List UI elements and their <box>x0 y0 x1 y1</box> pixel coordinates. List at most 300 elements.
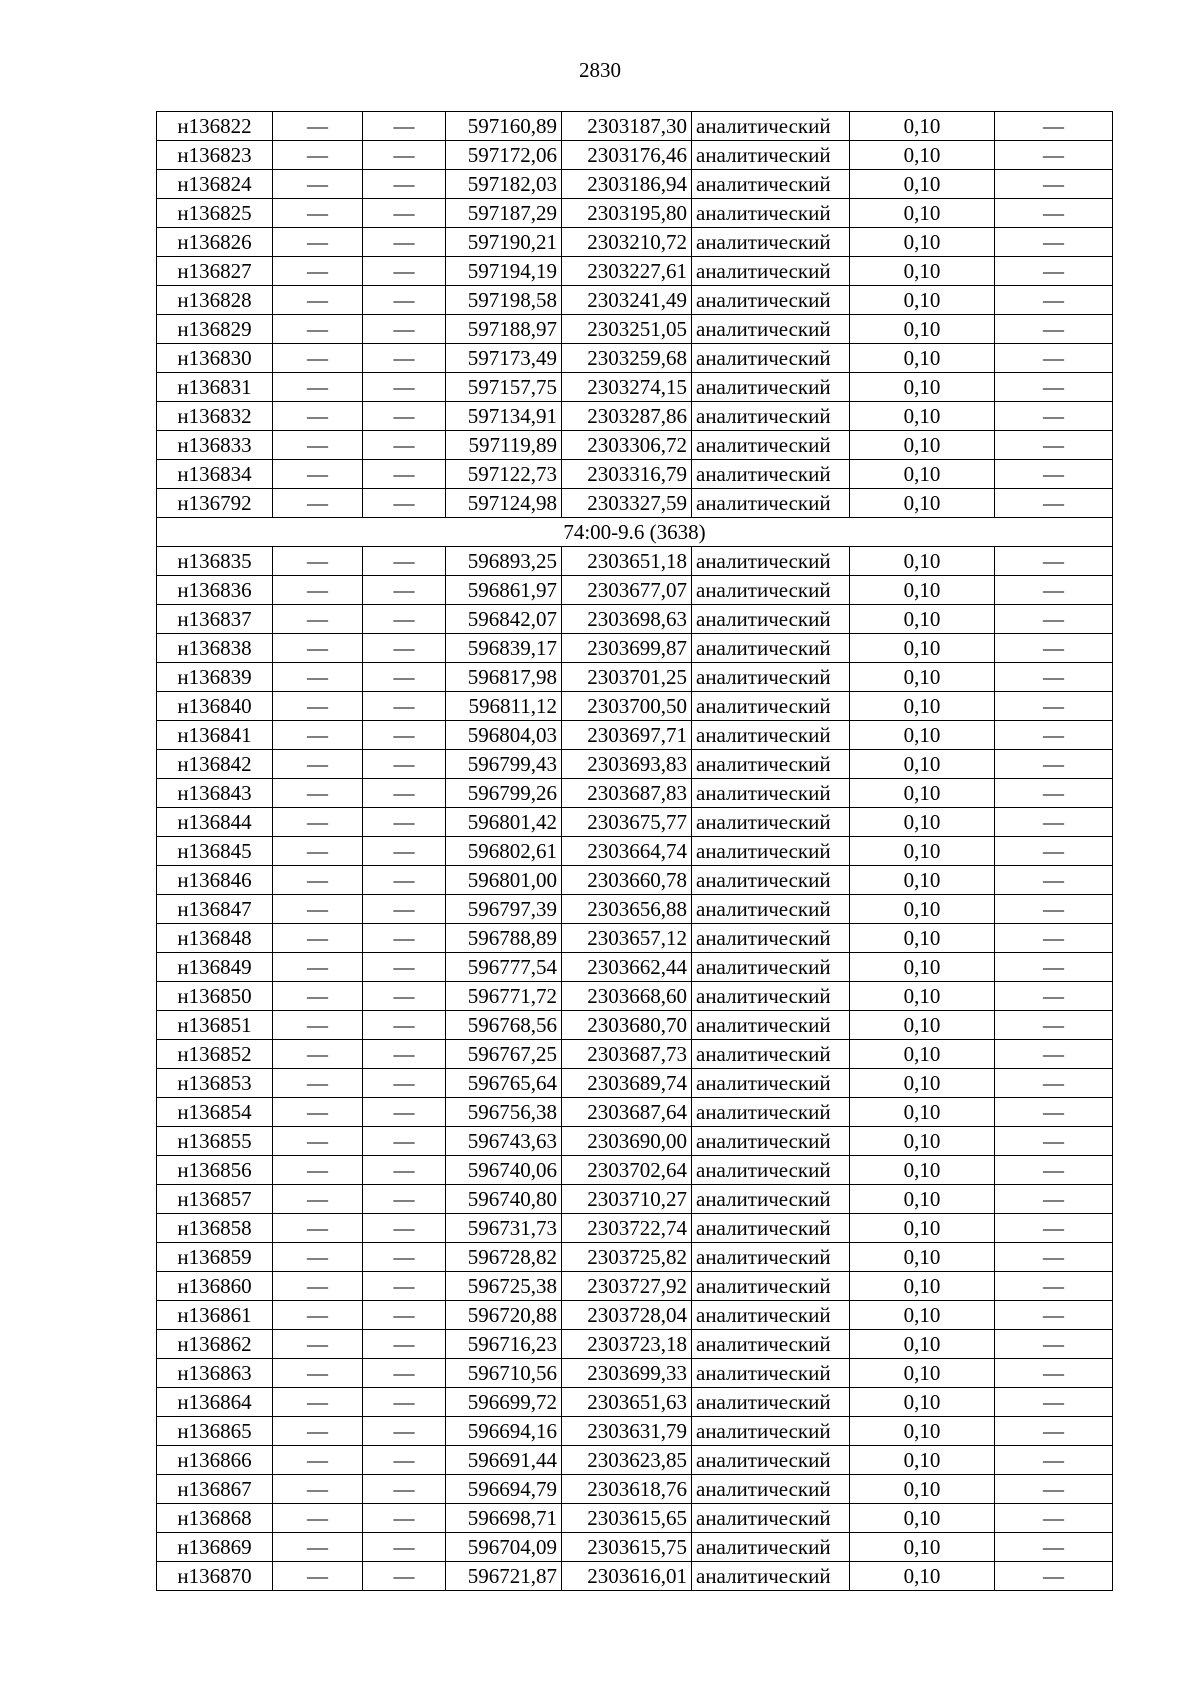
accuracy-cell: 0,10 <box>850 547 995 576</box>
table-row <box>157 489 1113 518</box>
empty-value-cell: — <box>995 1011 1113 1040</box>
table-row <box>157 1214 1113 1243</box>
accuracy-cell: 0,10 <box>850 1504 995 1533</box>
empty-value-cell: — <box>273 1127 363 1156</box>
empty-value-cell: — <box>995 576 1113 605</box>
empty-value-cell: — <box>273 1504 363 1533</box>
empty-value-cell: — <box>995 1301 1113 1330</box>
method-cell: аналитический <box>692 141 850 170</box>
point-name-cell: н136841 <box>157 721 273 750</box>
empty-value-cell: — <box>273 547 363 576</box>
empty-value-cell: — <box>363 1446 446 1475</box>
y-coordinate-cell: 2303675,77 <box>562 808 692 837</box>
x-coordinate-cell: 596716,23 <box>446 1330 562 1359</box>
y-coordinate-cell: 2303660,78 <box>562 866 692 895</box>
table-row <box>157 1359 1113 1388</box>
table-row <box>157 373 1113 402</box>
empty-value-cell: — <box>273 112 363 141</box>
method-cell: аналитический <box>692 1562 850 1591</box>
method-cell: аналитический <box>692 373 850 402</box>
empty-value-cell: — <box>273 663 363 692</box>
accuracy-cell: 0,10 <box>850 112 995 141</box>
empty-value-cell: — <box>363 605 446 634</box>
empty-value-cell: — <box>995 460 1113 489</box>
accuracy-cell: 0,10 <box>850 982 995 1011</box>
x-coordinate-cell: 596765,64 <box>446 1069 562 1098</box>
y-coordinate-cell: 2303693,83 <box>562 750 692 779</box>
y-coordinate-cell: 2303651,18 <box>562 547 692 576</box>
accuracy-cell: 0,10 <box>850 750 995 779</box>
accuracy-cell: 0,10 <box>850 141 995 170</box>
empty-value-cell: — <box>995 112 1113 141</box>
empty-value-cell: — <box>273 1301 363 1330</box>
method-cell: аналитический <box>692 1098 850 1127</box>
empty-value-cell: — <box>995 721 1113 750</box>
x-coordinate-cell: 596799,26 <box>446 779 562 808</box>
method-cell: аналитический <box>692 315 850 344</box>
empty-value-cell: — <box>363 1040 446 1069</box>
empty-value-cell: — <box>995 1127 1113 1156</box>
empty-value-cell: — <box>363 1185 446 1214</box>
accuracy-cell: 0,10 <box>850 808 995 837</box>
table-row <box>157 286 1113 315</box>
x-coordinate-cell: 597122,73 <box>446 460 562 489</box>
method-cell: аналитический <box>692 779 850 808</box>
y-coordinate-cell: 2303251,05 <box>562 315 692 344</box>
table-row <box>157 982 1113 1011</box>
x-coordinate-cell: 596771,72 <box>446 982 562 1011</box>
empty-value-cell: — <box>363 373 446 402</box>
accuracy-cell: 0,10 <box>850 1243 995 1272</box>
point-name-cell: н136856 <box>157 1156 273 1185</box>
accuracy-cell: 0,10 <box>850 431 995 460</box>
empty-value-cell: — <box>273 431 363 460</box>
empty-value-cell: — <box>995 431 1113 460</box>
x-coordinate-cell: 596728,82 <box>446 1243 562 1272</box>
y-coordinate-cell: 2303227,61 <box>562 257 692 286</box>
accuracy-cell: 0,10 <box>850 1330 995 1359</box>
empty-value-cell: — <box>273 692 363 721</box>
method-cell: аналитический <box>692 1185 850 1214</box>
empty-value-cell: — <box>995 1417 1113 1446</box>
y-coordinate-cell: 2303710,27 <box>562 1185 692 1214</box>
empty-value-cell: — <box>363 750 446 779</box>
empty-value-cell: — <box>273 1040 363 1069</box>
table-row <box>157 895 1113 924</box>
accuracy-cell: 0,10 <box>850 1011 995 1040</box>
empty-value-cell: — <box>273 402 363 431</box>
accuracy-cell: 0,10 <box>850 1214 995 1243</box>
accuracy-cell: 0,10 <box>850 1069 995 1098</box>
table-row <box>157 1562 1113 1591</box>
x-coordinate-cell: 596694,79 <box>446 1475 562 1504</box>
empty-value-cell: — <box>273 1098 363 1127</box>
accuracy-cell: 0,10 <box>850 373 995 402</box>
empty-value-cell: — <box>273 1011 363 1040</box>
y-coordinate-cell: 2303176,46 <box>562 141 692 170</box>
method-cell: аналитический <box>692 199 850 228</box>
y-coordinate-cell: 2303664,74 <box>562 837 692 866</box>
method-cell: аналитический <box>692 605 850 634</box>
method-cell: аналитический <box>692 402 850 431</box>
method-cell: аналитический <box>692 982 850 1011</box>
point-name-cell: н136848 <box>157 924 273 953</box>
empty-value-cell: — <box>273 721 363 750</box>
method-cell: аналитический <box>692 1127 850 1156</box>
point-name-cell: н136851 <box>157 1011 273 1040</box>
y-coordinate-cell: 2303687,64 <box>562 1098 692 1127</box>
table-row <box>157 257 1113 286</box>
empty-value-cell: — <box>363 779 446 808</box>
x-coordinate-cell: 596731,73 <box>446 1214 562 1243</box>
empty-value-cell: — <box>995 808 1113 837</box>
point-name-cell: н136857 <box>157 1185 273 1214</box>
x-coordinate-cell: 596740,06 <box>446 1156 562 1185</box>
x-coordinate-cell: 596691,44 <box>446 1446 562 1475</box>
accuracy-cell: 0,10 <box>850 1533 995 1562</box>
x-coordinate-cell: 597198,58 <box>446 286 562 315</box>
point-name-cell: н136792 <box>157 489 273 518</box>
empty-value-cell: — <box>363 170 446 199</box>
method-cell: аналитический <box>692 112 850 141</box>
point-name-cell: н136858 <box>157 1214 273 1243</box>
point-name-cell: н136822 <box>157 112 273 141</box>
method-cell: аналитический <box>692 1243 850 1272</box>
accuracy-cell: 0,10 <box>850 837 995 866</box>
empty-value-cell: — <box>995 1069 1113 1098</box>
method-cell: аналитический <box>692 228 850 257</box>
accuracy-cell: 0,10 <box>850 605 995 634</box>
point-name-cell: н136854 <box>157 1098 273 1127</box>
accuracy-cell: 0,10 <box>850 286 995 315</box>
table-row <box>157 576 1113 605</box>
table-row <box>157 750 1113 779</box>
section-header-row <box>157 518 1113 547</box>
x-coordinate-cell: 597182,03 <box>446 170 562 199</box>
empty-value-cell: — <box>363 431 446 460</box>
method-cell: аналитический <box>692 286 850 315</box>
empty-value-cell: — <box>363 1301 446 1330</box>
empty-value-cell: — <box>995 1359 1113 1388</box>
empty-value-cell: — <box>995 1098 1113 1127</box>
accuracy-cell: 0,10 <box>850 1040 995 1069</box>
empty-value-cell: — <box>273 634 363 663</box>
empty-value-cell: — <box>273 1417 363 1446</box>
empty-value-cell: — <box>273 170 363 199</box>
point-name-cell: н136853 <box>157 1069 273 1098</box>
point-name-cell: н136864 <box>157 1388 273 1417</box>
empty-value-cell: — <box>995 866 1113 895</box>
empty-value-cell: — <box>995 1504 1113 1533</box>
y-coordinate-cell: 2303668,60 <box>562 982 692 1011</box>
table-row <box>157 1011 1113 1040</box>
empty-value-cell: — <box>995 634 1113 663</box>
empty-value-cell: — <box>363 547 446 576</box>
table-row <box>157 634 1113 663</box>
x-coordinate-cell: 597119,89 <box>446 431 562 460</box>
x-coordinate-cell: 596893,25 <box>446 547 562 576</box>
empty-value-cell: — <box>273 1185 363 1214</box>
empty-value-cell: — <box>273 576 363 605</box>
method-cell: аналитический <box>692 344 850 373</box>
point-name-cell: н136845 <box>157 837 273 866</box>
table-row <box>157 344 1113 373</box>
empty-value-cell: — <box>363 315 446 344</box>
empty-value-cell: — <box>995 750 1113 779</box>
empty-value-cell: — <box>995 1214 1113 1243</box>
point-name-cell: н136834 <box>157 460 273 489</box>
point-name-cell: н136855 <box>157 1127 273 1156</box>
y-coordinate-cell: 2303306,72 <box>562 431 692 460</box>
accuracy-cell: 0,10 <box>850 924 995 953</box>
table-row <box>157 1185 1113 1214</box>
y-coordinate-cell: 2303723,18 <box>562 1330 692 1359</box>
empty-value-cell: — <box>995 257 1113 286</box>
empty-value-cell: — <box>273 373 363 402</box>
method-cell: аналитический <box>692 170 850 199</box>
table-row <box>157 228 1113 257</box>
point-name-cell: н136863 <box>157 1359 273 1388</box>
x-coordinate-cell: 597160,89 <box>446 112 562 141</box>
empty-value-cell: — <box>995 344 1113 373</box>
empty-value-cell: — <box>273 895 363 924</box>
empty-value-cell: — <box>363 1475 446 1504</box>
accuracy-cell: 0,10 <box>850 1098 995 1127</box>
x-coordinate-cell: 596767,25 <box>446 1040 562 1069</box>
x-coordinate-cell: 597190,21 <box>446 228 562 257</box>
method-cell: аналитический <box>692 1504 850 1533</box>
point-name-cell: н136840 <box>157 692 273 721</box>
empty-value-cell: — <box>363 1098 446 1127</box>
point-name-cell: н136827 <box>157 257 273 286</box>
x-coordinate-cell: 596694,16 <box>446 1417 562 1446</box>
point-name-cell: н136870 <box>157 1562 273 1591</box>
empty-value-cell: — <box>363 576 446 605</box>
accuracy-cell: 0,10 <box>850 257 995 286</box>
point-name-cell: н136846 <box>157 866 273 895</box>
empty-value-cell: — <box>273 837 363 866</box>
empty-value-cell: — <box>273 1533 363 1562</box>
y-coordinate-cell: 2303316,79 <box>562 460 692 489</box>
table-row <box>157 1388 1113 1417</box>
empty-value-cell: — <box>273 605 363 634</box>
empty-value-cell: — <box>363 1533 446 1562</box>
accuracy-cell: 0,10 <box>850 170 995 199</box>
empty-value-cell: — <box>995 286 1113 315</box>
empty-value-cell: — <box>363 837 446 866</box>
accuracy-cell: 0,10 <box>850 344 995 373</box>
empty-value-cell: — <box>363 663 446 692</box>
table-row <box>157 1446 1113 1475</box>
empty-value-cell: — <box>363 634 446 663</box>
point-name-cell: н136823 <box>157 141 273 170</box>
x-coordinate-cell: 596720,88 <box>446 1301 562 1330</box>
empty-value-cell: — <box>995 1185 1113 1214</box>
x-coordinate-cell: 596788,89 <box>446 924 562 953</box>
empty-value-cell: — <box>995 170 1113 199</box>
y-coordinate-cell: 2303656,88 <box>562 895 692 924</box>
method-cell: аналитический <box>692 431 850 460</box>
accuracy-cell: 0,10 <box>850 1272 995 1301</box>
accuracy-cell: 0,10 <box>850 315 995 344</box>
y-coordinate-cell: 2303274,15 <box>562 373 692 402</box>
method-cell: аналитический <box>692 1069 850 1098</box>
x-coordinate-cell: 596811,12 <box>446 692 562 721</box>
empty-value-cell: — <box>273 460 363 489</box>
empty-value-cell: — <box>273 1475 363 1504</box>
table-row <box>157 112 1113 141</box>
table-row <box>157 460 1113 489</box>
y-coordinate-cell: 2303728,04 <box>562 1301 692 1330</box>
accuracy-cell: 0,10 <box>850 1156 995 1185</box>
empty-value-cell: — <box>363 1388 446 1417</box>
table-row <box>157 866 1113 895</box>
x-coordinate-cell: 596721,87 <box>446 1562 562 1591</box>
empty-value-cell: — <box>363 489 446 518</box>
method-cell: аналитический <box>692 721 850 750</box>
x-coordinate-cell: 597134,91 <box>446 402 562 431</box>
x-coordinate-cell: 596698,71 <box>446 1504 562 1533</box>
point-name-cell: н136844 <box>157 808 273 837</box>
y-coordinate-cell: 2303631,79 <box>562 1417 692 1446</box>
y-coordinate-cell: 2303210,72 <box>562 228 692 257</box>
y-coordinate-cell: 2303687,73 <box>562 1040 692 1069</box>
empty-value-cell: — <box>273 982 363 1011</box>
point-name-cell: н136861 <box>157 1301 273 1330</box>
empty-value-cell: — <box>273 1243 363 1272</box>
accuracy-cell: 0,10 <box>850 1127 995 1156</box>
accuracy-cell: 0,10 <box>850 1475 995 1504</box>
point-name-cell: н136833 <box>157 431 273 460</box>
empty-value-cell: — <box>995 895 1113 924</box>
y-coordinate-cell: 2303623,85 <box>562 1446 692 1475</box>
method-cell: аналитический <box>692 460 850 489</box>
y-coordinate-cell: 2303700,50 <box>562 692 692 721</box>
empty-value-cell: — <box>995 1562 1113 1591</box>
accuracy-cell: 0,10 <box>850 779 995 808</box>
empty-value-cell: — <box>363 402 446 431</box>
coordinates-table-body <box>157 112 1113 1591</box>
empty-value-cell: — <box>363 1127 446 1156</box>
empty-value-cell: — <box>995 1388 1113 1417</box>
method-cell: аналитический <box>692 1040 850 1069</box>
empty-value-cell: — <box>273 228 363 257</box>
x-coordinate-cell: 596839,17 <box>446 634 562 663</box>
point-name-cell: н136837 <box>157 605 273 634</box>
method-cell: аналитический <box>692 1388 850 1417</box>
y-coordinate-cell: 2303662,44 <box>562 953 692 982</box>
method-cell: аналитический <box>692 1417 850 1446</box>
method-cell: аналитический <box>692 1011 850 1040</box>
x-coordinate-cell: 596725,38 <box>446 1272 562 1301</box>
accuracy-cell: 0,10 <box>850 634 995 663</box>
y-coordinate-cell: 2303186,94 <box>562 170 692 199</box>
y-coordinate-cell: 2303615,65 <box>562 1504 692 1533</box>
empty-value-cell: — <box>995 692 1113 721</box>
empty-value-cell: — <box>995 1272 1113 1301</box>
method-cell: аналитический <box>692 1359 850 1388</box>
table-row <box>157 808 1113 837</box>
point-name-cell: н136836 <box>157 576 273 605</box>
accuracy-cell: 0,10 <box>850 953 995 982</box>
empty-value-cell: — <box>273 953 363 982</box>
empty-value-cell: — <box>363 344 446 373</box>
table-row <box>157 692 1113 721</box>
x-coordinate-cell: 596743,63 <box>446 1127 562 1156</box>
point-name-cell: н136852 <box>157 1040 273 1069</box>
empty-value-cell: — <box>363 1156 446 1185</box>
empty-value-cell: — <box>363 141 446 170</box>
point-name-cell: н136825 <box>157 199 273 228</box>
empty-value-cell: — <box>995 779 1113 808</box>
empty-value-cell: — <box>995 982 1113 1011</box>
empty-value-cell: — <box>995 1243 1113 1272</box>
method-cell: аналитический <box>692 1214 850 1243</box>
accuracy-cell: 0,10 <box>850 199 995 228</box>
y-coordinate-cell: 2303727,92 <box>562 1272 692 1301</box>
y-coordinate-cell: 2303698,63 <box>562 605 692 634</box>
accuracy-cell: 0,10 <box>850 402 995 431</box>
x-coordinate-cell: 596768,56 <box>446 1011 562 1040</box>
accuracy-cell: 0,10 <box>850 1388 995 1417</box>
method-cell: аналитический <box>692 895 850 924</box>
point-name-cell: н136859 <box>157 1243 273 1272</box>
method-cell: аналитический <box>692 663 850 692</box>
x-coordinate-cell: 597172,06 <box>446 141 562 170</box>
table-row <box>157 779 1113 808</box>
empty-value-cell: — <box>995 1446 1113 1475</box>
point-name-cell: н136835 <box>157 547 273 576</box>
point-name-cell: н136824 <box>157 170 273 199</box>
empty-value-cell: — <box>995 1040 1113 1069</box>
table-row <box>157 1301 1113 1330</box>
y-coordinate-cell: 2303699,33 <box>562 1359 692 1388</box>
empty-value-cell: — <box>363 866 446 895</box>
empty-value-cell: — <box>995 837 1113 866</box>
accuracy-cell: 0,10 <box>850 1417 995 1446</box>
empty-value-cell: — <box>273 1562 363 1591</box>
table-row <box>157 1098 1113 1127</box>
method-cell: аналитический <box>692 576 850 605</box>
point-name-cell: н136829 <box>157 315 273 344</box>
method-cell: аналитический <box>692 1272 850 1301</box>
table-row <box>157 924 1113 953</box>
empty-value-cell: — <box>995 315 1113 344</box>
empty-value-cell: — <box>273 199 363 228</box>
y-coordinate-cell: 2303690,00 <box>562 1127 692 1156</box>
page-number: 2830 <box>579 58 621 82</box>
method-cell: аналитический <box>692 547 850 576</box>
y-coordinate-cell: 2303615,75 <box>562 1533 692 1562</box>
y-coordinate-cell: 2303677,07 <box>562 576 692 605</box>
empty-value-cell: — <box>995 605 1113 634</box>
point-name-cell: н136832 <box>157 402 273 431</box>
x-coordinate-cell: 596777,54 <box>446 953 562 982</box>
table-row <box>157 663 1113 692</box>
method-cell: аналитический <box>692 634 850 663</box>
y-coordinate-cell: 2303680,70 <box>562 1011 692 1040</box>
x-coordinate-cell: 597157,75 <box>446 373 562 402</box>
empty-value-cell: — <box>273 1359 363 1388</box>
x-coordinate-cell: 596704,09 <box>446 1533 562 1562</box>
point-name-cell: н136860 <box>157 1272 273 1301</box>
table-row <box>157 1243 1113 1272</box>
empty-value-cell: — <box>995 1475 1113 1504</box>
accuracy-cell: 0,10 <box>850 228 995 257</box>
empty-value-cell: — <box>995 1156 1113 1185</box>
method-cell: аналитический <box>692 924 850 953</box>
x-coordinate-cell: 596710,56 <box>446 1359 562 1388</box>
